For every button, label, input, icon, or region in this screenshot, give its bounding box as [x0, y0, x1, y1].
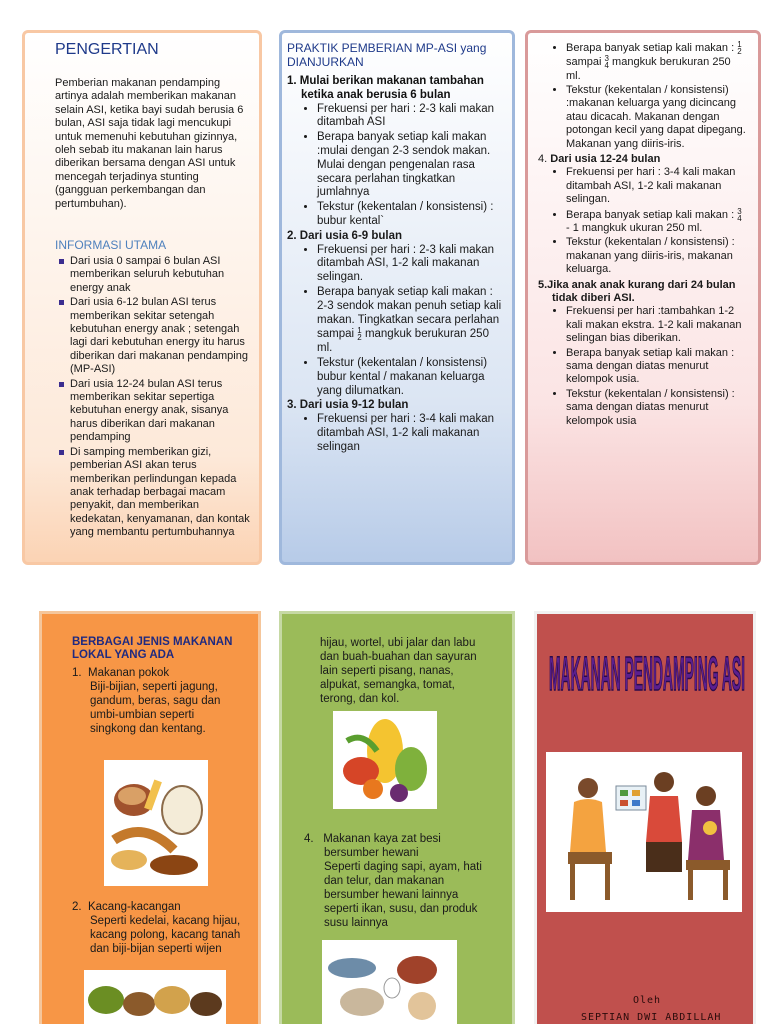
fruits-image [333, 711, 437, 809]
frac-den: 4 [604, 61, 609, 71]
frac-den: 2 [357, 333, 362, 343]
item-2-title: Kacang-kacangan [87, 901, 181, 913]
credit-by: Oleh [633, 995, 662, 1006]
item-text: - 1 mangkuk ukuran 250 ml. [566, 222, 703, 234]
item-1-body: Biji-bijian, seperti jagung, gandum, beras, sagu dan umbi-umbian seperti singkong dan kentang. [90, 681, 221, 735]
family-image [546, 752, 742, 912]
item-text: Berapa banyak setiap kali makan [566, 208, 729, 221]
item-4-head [304, 832, 494, 860]
item-4-title: Makanan kaya zat besi bersumber hewani [323, 833, 441, 859]
item-2-head [72, 900, 248, 914]
item-colon: : [731, 208, 735, 221]
section-4-item: • Frekuensi per hari : 3-4 kali makan ditambah ASI, 1-2 kali makanan selingan. [566, 166, 748, 206]
item-2 [72, 900, 248, 956]
section-5-head: 5.Jika anak anak kurang dari 24 bulan tidak diberi ASI. [538, 278, 736, 305]
section-1-item: • Tekstur (kekentalan / konsistensi) : bubur kental` [317, 201, 502, 229]
section-3-cont-item: • Tekstur (kekentalan / konsistensi) :makanan keluarga yang dicincang atau dicacah. Makanan dengan potongan kecil yang dapat dipegang. Makanan yang diiris-iris. [566, 84, 748, 151]
pengertian-intro: Pemberian makanan pendamping artinya adalah memberikan makanan selain ASI, ketika bayi sudah berusia 6 bulan, ASI saja tidak lagi mencukupi untuk memenuhi kebutuhan gizinnya, oleh sebab itu makanan lain harus diberikan bersama dengan ASI untuk mencegah terjadinya stunting (gangguan perkembangan dan pertumbuhan). [55, 77, 244, 210]
item-1-num: 1. [72, 667, 82, 679]
animal-protein-image [322, 940, 457, 1024]
section-4-head [538, 153, 748, 166]
fraction-half [737, 41, 741, 55]
item-1-head [72, 666, 242, 680]
praktik-body [287, 75, 502, 456]
item-1-title: Makanan pokok [87, 667, 170, 679]
section-3-item: • Frekuensi per hari : 3-4 kali makan ditambah ASI, 1-2 kali makanan selingan [317, 413, 502, 454]
panel-praktik [279, 30, 515, 565]
section-2-item-text: mangkuk berukuran 250 ml. [317, 328, 489, 355]
frac-num: 3 [604, 54, 609, 64]
section-5-item: • Frekuensi per hari :tambahkan 1-2 kali makan ekstra. 1-2 kali makanan selingan bias diberikan. [566, 305, 748, 345]
grains-illustration [104, 760, 208, 886]
beans-image [84, 970, 226, 1024]
section-4-num: 4. [538, 153, 548, 166]
info-utama-title: INFORMASI UTAMA [55, 238, 167, 252]
panel-buah-sayur [279, 611, 515, 1024]
section-3-head: 3. Dari usia 9-12 bulan [287, 399, 409, 412]
item-2-body: Seperti kedelai, kacang hijau, kacang polong, kacang tanah dan biji-bijan seperti wijen [90, 915, 241, 955]
beans-illustration [84, 970, 226, 1024]
credit-name: SEPTIAN DWI ABDILLAH [581, 1012, 722, 1023]
praktik-cont [538, 41, 748, 429]
panel-pengertian [22, 30, 262, 565]
panel-makanan-lokal [39, 611, 261, 1024]
section-2-item [317, 286, 502, 356]
makanan-lokal-title: BERBAGAI JENIS MAKANAN LOKAL YANG ADA [72, 636, 233, 662]
frac-num: 1 [357, 326, 362, 336]
item-4-body: Seperti daging sapi, ayam, hati dan telur, dan makanan bersumber hewani lainnya seperti ikan, susu, dan produk susu lainnya [324, 861, 482, 929]
family-illustration [546, 752, 742, 912]
frac-den: 2 [737, 47, 742, 56]
item-text: sampai [566, 56, 602, 69]
frac-num: 1 [737, 40, 742, 49]
section-2-head: 2. Dari usia 6-9 bulan [287, 229, 403, 242]
info-item: Dari usia 0 sampai 6 bulan ASI memberikan seluruh kebutuhan energy anak [70, 255, 251, 295]
info-utama-list [55, 255, 251, 541]
fraction-three-quarter [737, 208, 741, 222]
section-5-item: • Tekstur (kekentalan / konsistensi) : sama dengan diatas menurut kelompok usia [566, 388, 748, 428]
panel-cover [534, 611, 756, 1024]
section-2-item: • Frekuensi per hari : 2-3 kali makan ditambah ASI, 1-2 kali makanan selingan. [317, 244, 502, 285]
section-4-title: Dari usia 12-24 bulan [550, 153, 661, 166]
item-text: mangkuk berukuran 250 ml. [566, 56, 731, 82]
info-item: Dari usia 6-12 bulan ASI terus memberikan sekitar setengah kebutuhan energy anak ; setengah lagi dari kebutuhan energy itu harus diberikan dari makanan pendamping (MP-ASI) [70, 296, 251, 376]
item-1 [72, 666, 242, 736]
pengertian-title: PENGERTIAN [55, 41, 159, 58]
item-4 [304, 832, 494, 930]
fraction-half [357, 327, 361, 341]
fraction-three-quarter [605, 55, 609, 69]
section-4-item [566, 208, 748, 236]
cover-title: MAKANAN PENDAMPING ASI [549, 648, 745, 701]
item-text: Berapa banyak setiap kali makan : [566, 41, 735, 54]
section-4-item: • Tekstur (kekentalan / konsistensi) : makanan yang diiris-iris, makanan keluarga. [566, 236, 748, 276]
section-5-item: • Berapa banyak setiap kali makan : sama dengan diatas menurut kelompok usia. [566, 347, 748, 387]
info-item: Di samping memberikan gizi, pemberian ASI akan terus memberikan perlindungan kepada anak terhadap berbagai macam penyakit, dan memberikan kedekatan, kenyamanan, dan kontak yang membantu pertumbuhannya [70, 445, 250, 539]
info-item: Dari usia 12-24 bulan ASI terus memberikan sekitar sepertiga kebutuhan energy anak, sisanya harus diberikan dari makanan pendamping [70, 378, 251, 445]
grains-image [104, 760, 208, 886]
praktik-title: PRAKTIK PEMBERIAN MP-ASI yang DIANJURKAN [287, 41, 487, 69]
item-2-num: 2. [72, 901, 82, 913]
buah-sayur-text: hijau, wortel, ubi jalar dan labu dan buah-buahan dan sayuran lain seperti pisang, nanas, alpukat, semangka, tomat, terong, dan kol. [320, 637, 477, 705]
cover-title-art [547, 642, 747, 712]
section-2-item: • Tekstur (kekentalan / konsistensi) bubur kental / makanan keluarga yang dilumatkan. [317, 357, 502, 398]
frac-den: 4 [737, 213, 742, 223]
panel-praktik-lanjutan [525, 30, 761, 565]
animal-protein-illustration [322, 940, 457, 1024]
item-4-num: 4. [304, 833, 314, 845]
section-1-head: 1. Mulai berikan makanan tambahan ketika anak berusia 6 bulan [287, 75, 484, 101]
fruits-illustration [333, 711, 437, 809]
section-1-item: • Frekuensi per hari : 2-3 kali makan ditambah ASI [317, 103, 502, 131]
section-1-item: • Berapa banyak setiap kali makan :mulai dengan 2-3 sendok makan. Mulai dengan pengenalan rasa secara perlahan tingkatkan jumlahnya [317, 131, 502, 200]
frac-num: 3 [737, 206, 742, 216]
section-3-cont-item [566, 41, 748, 83]
section-2-item-text: Berapa banyak setiap kali makan : 2-3 sendok makan penuh setiap kali makan. Tingkatkan secara perlahan sampai [317, 285, 502, 341]
